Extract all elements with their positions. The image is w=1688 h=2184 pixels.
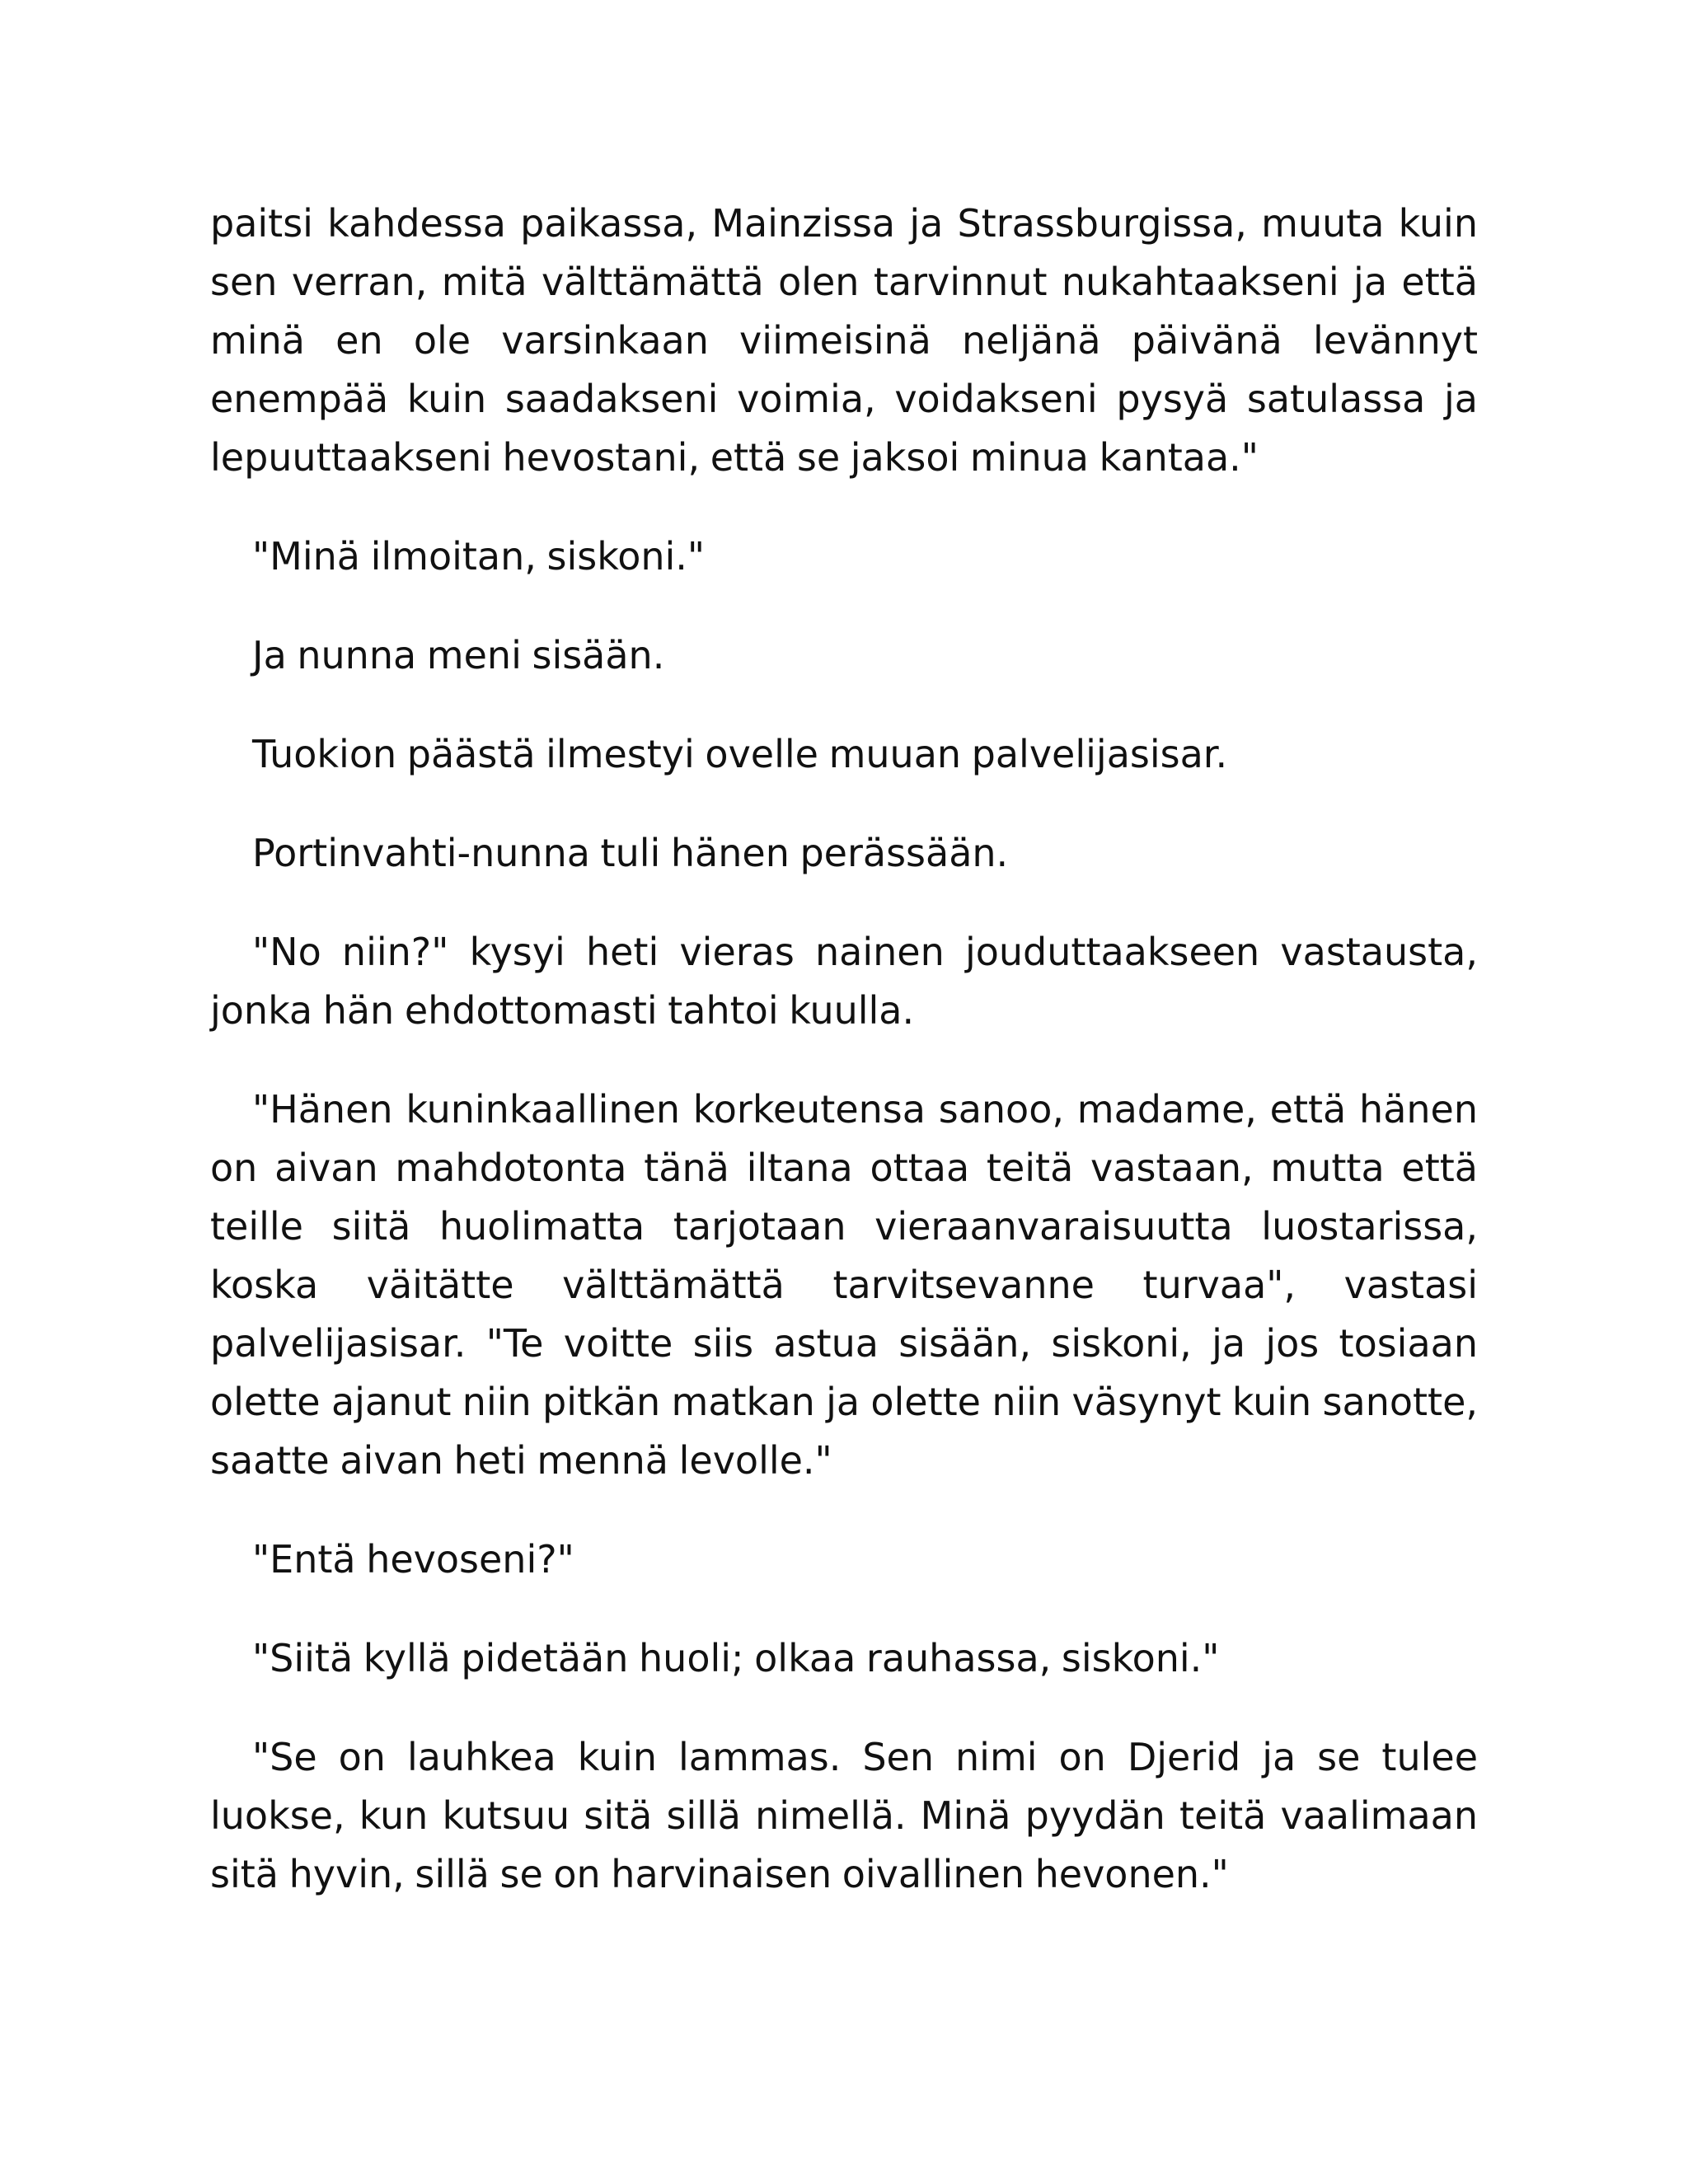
paragraph-dialogue: "Minä ilmoitan, siskoni." (252, 534, 706, 579)
paragraph-dialogue: "No niin?" kysyi heti vieras nainen jouduttaakseen vastausta, jonka hän ehdottomasti tahtoi kuulla. (210, 930, 1478, 1033)
paragraph-continuation: paitsi kahdessa paikassa, Mainzissa ja Strassburgissa, muuta kuin sen verran, mitä välttämättä olen tarvinnut nukahtaakseni ja että minä en ole varsinkaan viimeisinä neljänä päivänä levännyt enempää kuin saadakseni voimia, voidakseni pysyä satulassa ja lepuuttaakseni hevostani, että se jaksoi minua kantaa." (210, 201, 1478, 480)
paragraph-dialogue: "Siitä kyllä pidetään huoli; olkaa rauhassa, siskoni." (252, 1636, 1220, 1680)
paragraph-dialogue: "Hänen kuninkaallinen korkeutensa sanoo, madame, että hänen on aivan mahdotonta tänä iltana ottaa teitä vastaan, mutta että teille siitä huolimatta tarjotaan vieraanvaraisuutta luostarissa, koska väitätte välttämättä tarvitsevanne turvaa", vastasi palvelijasisar. "Te voitte siis astua sisään, siskoni, ja jos tosiaan olette ajanut niin pitkän matkan ja olette niin väsynyt kuin sanotte, saatte aivan heti mennä levolle." (210, 1087, 1478, 1483)
paragraph-narration: Ja nunna meni sisään. (252, 633, 665, 677)
text-column (210, 194, 1478, 1944)
paragraph-narration: Portinvahti-nunna tuli hänen perässään. (252, 831, 1009, 875)
paragraph-narration: Tuokion päästä ilmestyi ovelle muuan palvelijasisar. (252, 732, 1228, 776)
paragraph-dialogue: "Se on lauhkea kuin lammas. Sen nimi on Djerid ja se tulee luokse, kun kutsuu sitä sillä nimellä. Minä pyydän teitä vaalimaan sitä hyvin, sillä se on harvinaisen oivallinen hevonen." (210, 1735, 1478, 1896)
paragraph-dialogue: "Entä hevoseni?" (252, 1537, 574, 1582)
